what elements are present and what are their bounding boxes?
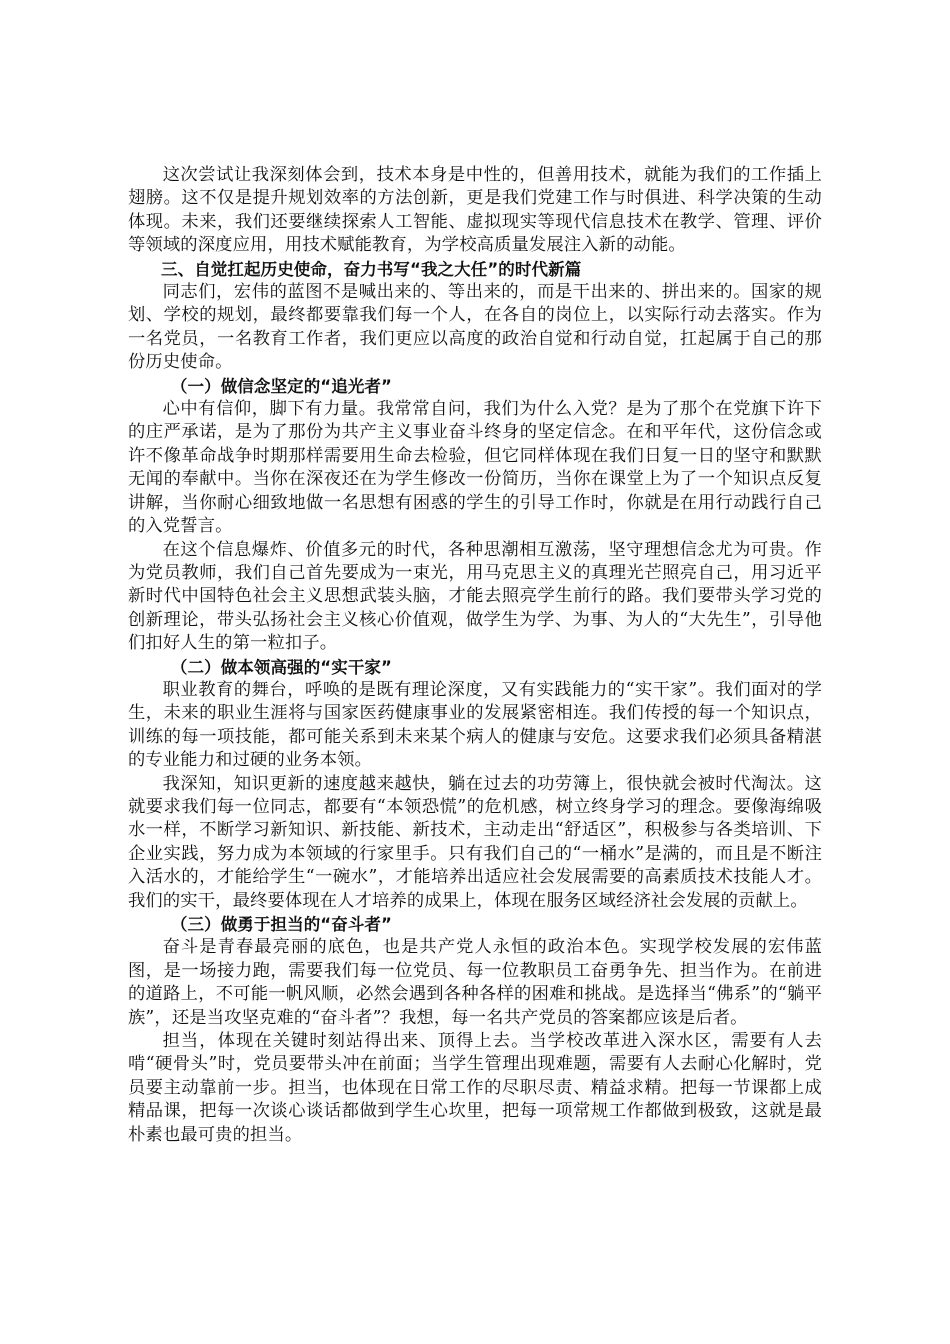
paragraph-section-3-intro: 同志们，宏伟的蓝图不是喊出来的、等出来的，而是干出来的、拼出来的。国家的规划、学校的规划，最终都要靠我们每一个人，在各自的岗位上，以实际行动去落实。作为一名党员，一名教育工作者，我们更应以高度的政治自觉和行动自觉，扛起属于自己的那份历史使命。 <box>128 282 822 373</box>
subheading-doer: （二）做本领高强的“实干家” <box>170 657 392 677</box>
paragraph-tech-reflection: 这次尝试让我深刻体会到，技术本身是中性的，但善用技术，就能为我们的工作插上翅膀。这不仅是提升规划效率的方法创新，更是我们党建工作与时俱进、科学决策的生动体现。未来，我们还要继续探索人工智能、虚拟现实等现代信息技术在教学、管理、评价等领域的深度应用，用技术赋能教育，为学校高质量发展注入新的动能。 <box>128 165 822 256</box>
section-heading-3: 三、自觉扛起历史使命，奋力书写“我之大任”的时代新篇 <box>161 259 582 279</box>
subheading-striver: （三）做勇于担当的“奋斗者” <box>170 915 392 934</box>
paragraph-skill-2: 我深知，知识更新的速度越来越快，躺在过去的功劳簿上，很快就会被时代淘汰。这就要求我们每一位同志，都要有“本领恐慌”的危机感，树立终身学习的理念。要像海绵吸水一样，不断学习新知识、新技能、新技术，主动走出“舒适区”，积极参与各类培训、下企业实践，努力成为本领域的行家里手。只有我们自己的“一桶水”是满的，而且是不断注入活水的，才能给学生“一碗水”，才能培养出适应社会发展需要的高素质技术技能人才。我们的实干，最终要体现在人才培养的成果上，体现在服务区域经济社会发展的贡献上。 <box>128 773 822 911</box>
paragraph-striver-2: 担当，体现在关键时刻站得出来、顶得上去。当学校改革进入深水区，需要有人去啃“硬骨头”时，党员要带头冲在前面；当学生管理出现难题，需要有人去耐心化解时，党员要主动靠前一步。担当，也体现在日常工作的尽职尽责、精益求精。把每一节课都上成精品课，把每一次谈心谈话都做到学生心坎里，把每一项常规工作都做到极致，这就是最朴素也最可贵的担当。 <box>128 1031 822 1145</box>
paragraph-skill-1: 职业教育的舞台，呼唤的是既有理论深度，又有实践能力的“实干家”。我们面对的学生，未来的职业生涯将与国家医药健康事业的发展紧密相连。我们传授的每一个知识点，训练的每一项技能，都可能关系到未来某个病人的健康与安危。这要求我们必须具备精湛的专业能力和过硬的业务本领。 <box>128 679 822 771</box>
paragraph-belief-1: 心中有信仰，脚下有力量。我常常自问，我们为什么入党？是为了那个在党旗下许下的庄严承诺，是为了那份为共产主义事业奋斗终身的坚定信念。在和平年代，这份信念或许不像革命战争时期那样需要用生命去检验，但它同样体现在我们日复一日的坚守和默默无闻的奉献中。当你在深夜还在为学生修改一份简历，当你在课堂上为了一个知识点反复讲解，当你耐心细致地做一名思想有困惑的学生的引导工作时，你就是在用行动践行自己的入党誓言。 <box>128 399 822 537</box>
paragraph-belief-2: 在这个信息爆炸、价值多元的时代，各种思潮相互激荡，坚守理想信念尤为可贵。作为党员教师，我们自己首先要成为一束光，用马克思主义的真理光芒照亮自己，用习近平新时代中国特色社会主义思想武装头脑，才能去照亮学生前行的路。我们要带头学习党的创新理论，带头弘扬社会主义核心价值观，做学生为学、为事、为人的“大先生”，引导他们扣好人生的第一粒扣子。 <box>128 539 822 654</box>
subheading-light-chaser: （一）做信念坚定的“追光者” <box>170 376 392 396</box>
paragraph-striver-1: 奋斗是青春最亮丽的底色，也是共产党人永恒的政治本色。实现学校发展的宏伟蓝图，是一场接力跑，需要我们每一位党员、每一位教职员工奋勇争先、担当作为。在前进的道路上，不可能一帆风顺，必然会遇到各种各样的困难和挑战。是选择当“佛系”的“躺平族”，还是当攻坚克难的“奋斗者”？我想，每一名共产党员的答案都应该是后者。 <box>128 937 822 1028</box>
document-page <box>128 164 822 1147</box>
